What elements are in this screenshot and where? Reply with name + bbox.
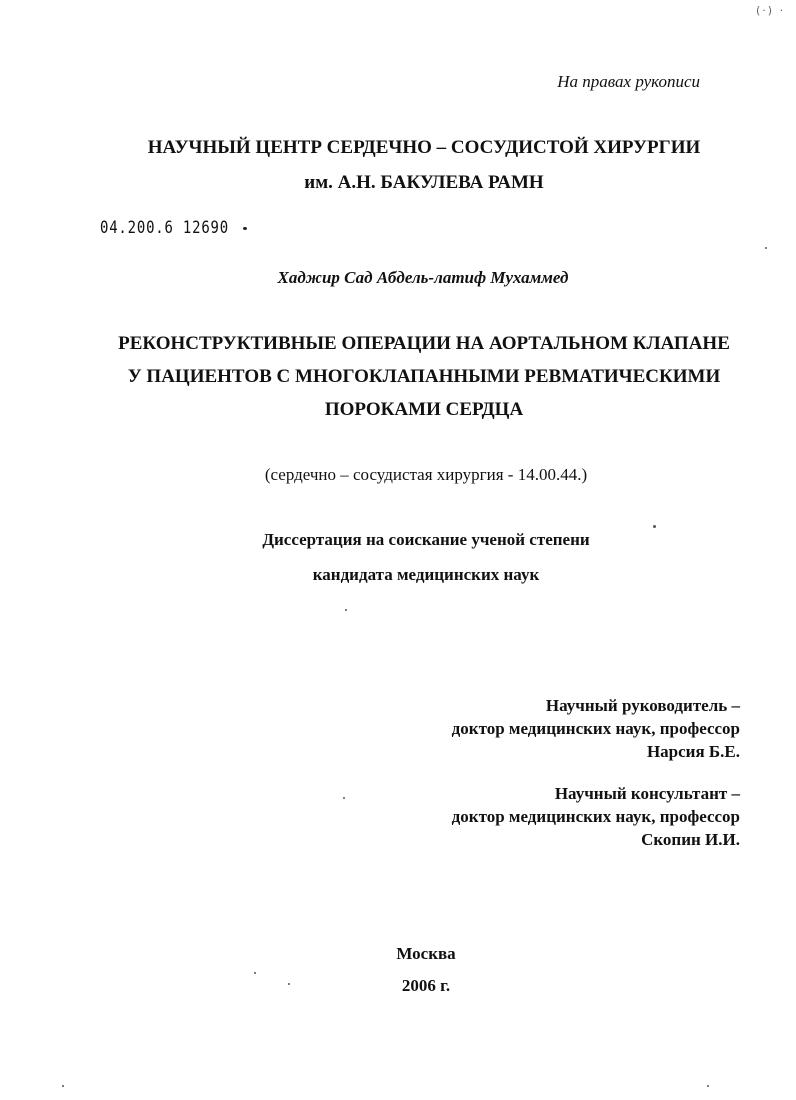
dissertation-type-line-1: Диссертация на соискание ученой степени xyxy=(262,530,590,549)
manuscript-rights-note: На правах рукописи xyxy=(557,72,700,91)
scan-speck xyxy=(707,1085,709,1087)
organization-subname: им. А.Н. БАКУЛЕВА РАМН xyxy=(304,172,544,193)
scan-speck xyxy=(243,227,247,230)
scan-speck xyxy=(765,247,767,249)
thesis-title-line-3: ПОРОКАМИ СЕРДЦА xyxy=(324,399,524,420)
scan-speck xyxy=(288,983,290,985)
supervisor-name: Нарсия Б.Е. xyxy=(646,742,740,761)
scan-speck xyxy=(343,797,345,799)
supervisor-block xyxy=(452,694,740,763)
consultant-role: Научный консультант – xyxy=(554,784,740,803)
organization-name: НАУЧНЫЙ ЦЕНТР СЕРДЕЧНО – СОСУДИСТОЙ ХИРУРГИИ xyxy=(147,137,701,158)
scan-speck xyxy=(62,1085,64,1087)
corner-scan-mark: (·) · xyxy=(756,4,786,17)
author-name: Хаджир Сад Абдель-латиф Мухаммед xyxy=(277,268,569,287)
scan-speck xyxy=(345,609,347,611)
scan-speck xyxy=(653,525,656,528)
supervisor-degree: доктор медицинских наук, профессор xyxy=(451,719,740,738)
city: Москва xyxy=(396,944,456,963)
thesis-title-line-1: РЕКОНСТРУКТИВНЫЕ ОПЕРАЦИИ НА АОРТАЛЬНОМ КЛАПАНЕ xyxy=(118,333,730,354)
year: 2006 г. xyxy=(401,976,451,995)
dissertation-type-line-2: кандидата медицинских наук xyxy=(312,565,540,584)
registration-number: 04.200.6 12690 xyxy=(100,218,229,238)
consultant-block xyxy=(452,782,740,851)
consultant-name: Скопин И.И. xyxy=(641,830,740,849)
specialty-code: (сердечно – сосудистая хирургия - 14.00.44.) xyxy=(264,465,588,484)
supervisor-role: Научный руководитель – xyxy=(545,696,740,715)
thesis-title-line-2: У ПАЦИЕНТОВ С МНОГОКЛАПАННЫМИ РЕВМАТИЧЕСКИМИ xyxy=(127,366,721,387)
consultant-degree: доктор медицинских наук, профессор xyxy=(451,807,740,826)
scan-speck xyxy=(254,972,256,974)
